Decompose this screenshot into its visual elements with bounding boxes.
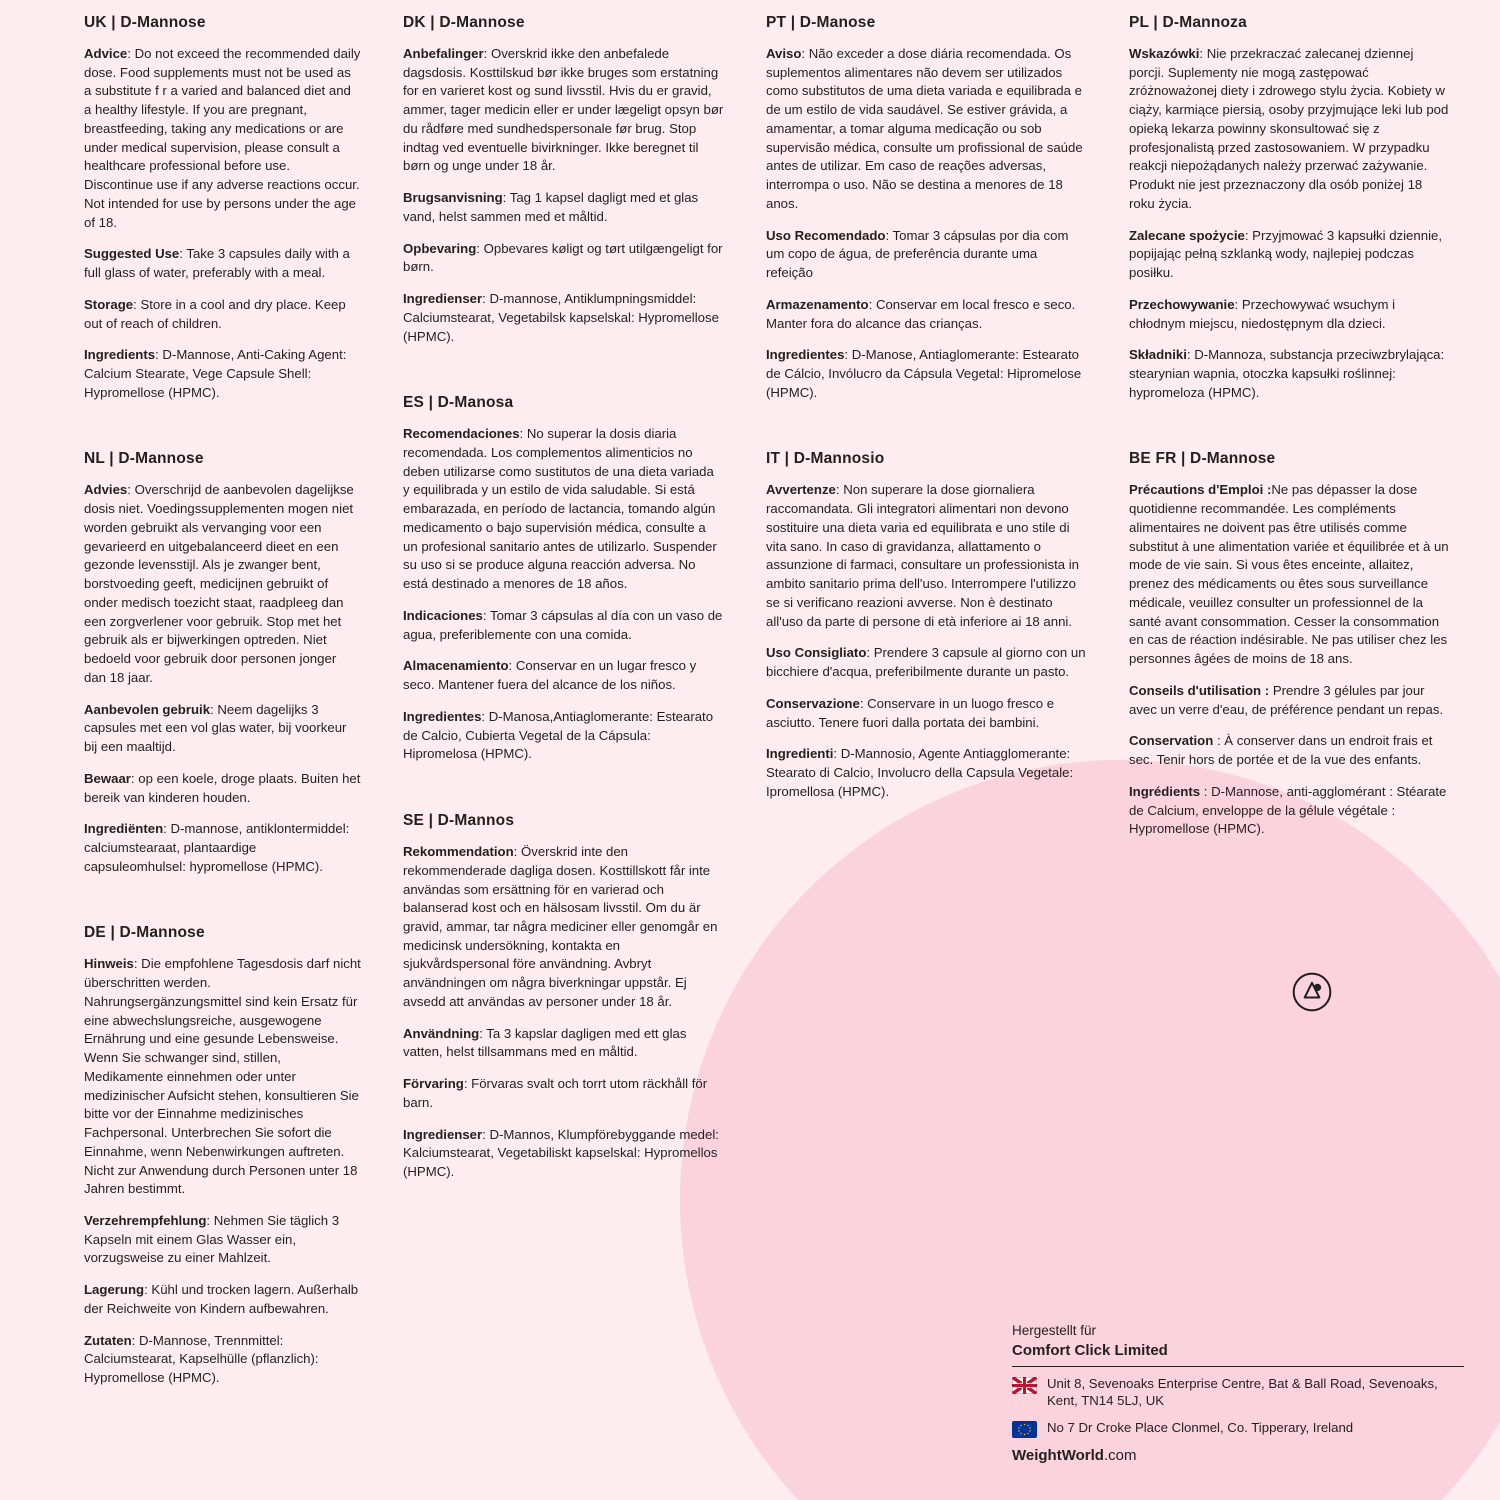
paragraph-text: D-Mannos, Klumpförebyggande medel: Kalciumstearat, Vegetabiliskt kapselskal: Hypromellos (HPMC). <box>403 1126 719 1180</box>
paragraph-label: Recomendaciones <box>403 426 520 442</box>
paragraph-sep: : <box>130 770 139 786</box>
paragraph-label: Składniki <box>1129 347 1187 363</box>
block-it <box>766 450 1087 801</box>
paragraph-sep: : <box>1244 227 1253 243</box>
paragraph-label: Wskazówki <box>1129 46 1200 61</box>
paragraph-label: Användning <box>403 1025 480 1041</box>
block-de <box>84 924 361 1387</box>
column-1 <box>24 14 387 1414</box>
paragraph-sep: : <box>206 1212 214 1228</box>
paragraph-label: Ingredienser <box>403 291 483 307</box>
block-title: NL | D-Mannose <box>84 450 204 468</box>
paragraph-text: D-Manosa,Antiaglomerante: Estearato de Calcio, Cubierta Vegetal de la Cápsula: Hipromelosa (HPMC). <box>403 708 714 762</box>
column-3 <box>750 14 1113 1414</box>
paragraph-label: Bewaar <box>84 770 131 786</box>
paragraph-text: Non superare la dose giornaliera raccomandata. Gli integratori alimentari non devono sostituire una dieta varia ed equilibrata e uno stile di vita sano. In caso di gravidanza, allattamento o assunzione di farmaci, consultare un professionista in ambito sanitario prima dell'uso. Interrompere l'utilizzo se si verificano reazioni avverse. Non è destinato all'uso da parte di persone di età inferiore ai 18 anni. <box>766 482 1080 629</box>
paragraph-sep: : <box>1200 783 1212 799</box>
paragraph-text: D-mannose, antiklontermiddel: calciumstearaat, plantaardige capsuleomhulsel: hypromellose (HPMC). <box>84 821 350 874</box>
paragraph <box>766 296 1087 333</box>
paragraph-text: Conservare in un luogo fresco e asciutto. Tenere fuori dalla portata dei bambini. <box>766 695 1055 730</box>
paragraph <box>1129 45 1450 214</box>
paragraph <box>84 346 361 402</box>
paragraph <box>766 745 1087 801</box>
paragraph <box>403 708 724 764</box>
paragraph-sep: : <box>483 46 491 61</box>
paragraph <box>403 843 724 1012</box>
paragraph-text: Przechowywać wsuchym i chłodnym miejscu, niedostępnym dla dzieci. <box>1129 296 1396 331</box>
paragraph-sep: : <box>868 296 876 312</box>
paragraph <box>84 481 361 687</box>
paragraph-sep: : <box>163 821 171 837</box>
block-es <box>403 394 724 764</box>
paragraph-text: Ta 3 kapslar dagligen med ett glas vatten, helst tillsammans med en måltid. <box>403 1025 687 1060</box>
paragraph-sep: : <box>127 482 135 498</box>
paragraph-sep: : <box>481 708 489 724</box>
made-for-label: Hergestellt für <box>1012 1323 1097 1339</box>
paragraph <box>84 820 361 876</box>
paragraph-text: Prendere 3 capsule al giorno con un bicchiere d'acqua, preferibilmente durante un pasto. <box>766 645 1086 680</box>
paragraph-text: D-Mannosio, Agente Antiagglomerante: Stearato di Calcio, Involucro della Capsula Vegetale: Ipromellosa (HPMC). <box>766 746 1074 799</box>
block-title: ES | D-Manosa <box>403 394 514 412</box>
paragraph-sep: : <box>1234 296 1242 312</box>
paragraph-sep: : <box>508 658 516 674</box>
paragraph-sep: : <box>844 347 852 363</box>
paragraph <box>1129 296 1450 333</box>
paragraph-sep: : <box>1199 46 1207 61</box>
manufacturer-company: Comfort Click Limited <box>1012 1341 1168 1359</box>
address-text: Unit 8, Sevenoaks Enterprise Centre, Bat & Ball Road, Sevenoaks, Kent, TN14 5LJ, UK <box>1047 1375 1438 1409</box>
paragraph-text: Tomar 3 cápsulas por dia com um copo de água, de preferência durante uma refeição <box>766 227 1069 281</box>
paragraph-label: Armazenamento <box>766 296 869 312</box>
paragraph-sep: : <box>801 46 809 61</box>
paragraph-text: D-Manose, Antiaglomerante: Estearato de Cálcio, Invólucro da Cápsula Vegetal: Hipromelose (HPMC). <box>766 347 1082 400</box>
paragraph-sep: : <box>1186 347 1195 363</box>
paragraph-label: Brugsanvisning <box>403 190 503 206</box>
paragraph-label: Opbevaring <box>403 240 477 256</box>
paragraph-label: Ingrediënten <box>84 821 164 837</box>
paragraph-label: Ingredienti <box>766 746 834 762</box>
paragraph <box>403 425 724 594</box>
paragraph <box>84 245 361 282</box>
paragraph-text: Opbevares køligt og tørt utilgængeligt for børn. <box>403 240 723 275</box>
paragraph-label: Uso Recomendado <box>766 227 886 243</box>
paragraph <box>403 189 724 226</box>
paragraph-label: Précautions d'Emploi : <box>1129 482 1272 498</box>
paragraph-label: Ingrédients <box>1129 783 1201 799</box>
paragraph <box>84 45 361 232</box>
paragraph-label: Förvaring <box>403 1076 464 1092</box>
paragraph-sep: : <box>133 296 141 312</box>
paragraph-label: Anbefalinger <box>403 46 484 61</box>
paragraph-label: Rekommendation <box>403 844 514 860</box>
block-pl <box>1129 14 1450 402</box>
paragraph-label: Ingredienser <box>403 1126 483 1142</box>
block-title: PT | D-Manose <box>766 14 876 31</box>
paragraph-sep: : <box>179 246 187 262</box>
paragraph-label: Conseils d'utilisation : <box>1129 682 1270 698</box>
paragraph-sep: : <box>482 291 490 307</box>
paragraph <box>403 45 724 176</box>
block-title: IT | D-Mannosio <box>766 450 885 468</box>
divider <box>1012 1366 1464 1367</box>
paragraph-text: D-Mannose, anti-agglomérant : Stéarate de Calcium, enveloppe de la gélule végétale : Hypromellose (HPMC). <box>1129 783 1447 837</box>
paragraph-label: Zalecane spożycie <box>1129 227 1245 243</box>
paragraph-sep: : <box>476 240 484 256</box>
paragraph-sep: : <box>513 844 521 860</box>
paragraph-label: Przechowywanie <box>1129 296 1235 312</box>
paragraph-text: D-Mannose, Trennmittel: Calciumstearat, Kapselhülle (pflanzlich): Hypromellose (HPMC). <box>84 1332 319 1386</box>
paragraph-text: Przyjmować 3 kapsułki dziennie, popijając pełną szklanką wody, najlepiej podczas posiłku. <box>1129 227 1442 281</box>
paragraph <box>766 644 1087 681</box>
paragraph-text: Neem dagelijks 3 capsules met een vol glas water, bij voorkeur bij een maaltijd. <box>84 701 347 755</box>
paragraph-sep: : <box>463 1076 472 1092</box>
paragraph-label: Lagerung <box>84 1282 145 1298</box>
paragraph <box>766 481 1087 631</box>
block-be-fr <box>1129 450 1450 838</box>
paragraph-text: Ne pas dépasser la dose quotidienne recommandée. Les compléments alimentaires ne doivent pas être utilisés comme substitut à une alimentation variée et équilibrée et à un mode de vie sain. Si vous êtes enceinte, allaitez, prenez des médicaments ou êtes sous surveillance médicale, veuillez consulter un professionnel de la santé avant consommation. Cesser la consommation en cas de réaction indésirable. Ne pas utiliser chez les personnes âgées de moins de 18 ans. <box>1129 482 1449 667</box>
paragraph-sep: : <box>519 426 527 442</box>
paragraph-text: Tomar 3 cápsulas al día con un vaso de agua, preferiblemente con una comida. <box>403 607 723 642</box>
paragraph-sep: : <box>866 645 874 661</box>
brand-name-bold: WeightWorld <box>1012 1447 1104 1464</box>
block-uk <box>84 14 361 402</box>
address-row-uk <box>1012 1375 1464 1410</box>
paragraph-text: Prendre 3 gélules par jour avec un verre d'eau, de préférence pendant un repas. <box>1129 682 1444 717</box>
paragraph-text: Conservar em local fresco e seco. Manter fora do alcance das crianças. <box>766 296 1076 331</box>
paragraph-text: Conservar en un lugar fresco y seco. Mantener fuera del alcance de los niños. <box>403 658 697 693</box>
paragraph-text: Take 3 capsules daily with a full glass of water, preferably with a meal. <box>84 246 350 281</box>
paragraph <box>1129 732 1450 769</box>
paragraph-text: Overschrijd de aanbevolen dagelijkse dosis niet. Voedingssupplementen mogen niet worden gebruikt als vervanging voor een gevarieerd en uitgebalanceerd dieet en een gezonde levensstijl. Als je zwanger bent, borstvoeding geeft, medicijnen gebruikt of onder medisch toezicht staat, raadpleeg dan een zorgverlener voor gebruik. Stop met het gebruik als er bijwerkingen optreden. Niet bedoeld voor gebruik door personen jonger dan 18 jaar. <box>84 482 354 685</box>
paragraph-label: Avvertenze <box>766 482 836 498</box>
paragraph <box>403 1126 724 1182</box>
paragraph <box>1129 783 1450 839</box>
paragraph-text: À conserver dans un endroit frais et sec. Tenir hors de portée et de la vue des enfants. <box>1129 733 1433 768</box>
paragraph <box>403 240 724 277</box>
block-title: SE | D-Mannos <box>403 812 515 830</box>
paragraph <box>84 770 361 807</box>
paragraph <box>403 290 724 346</box>
paragraph-label: Conservation <box>1129 733 1214 749</box>
paragraph-label: Storage <box>84 296 134 312</box>
paragraph-label: Zutaten <box>84 1332 132 1348</box>
paragraph-sep: : <box>133 956 142 972</box>
paragraph-label: Ingredients <box>84 347 156 363</box>
paragraph-sep: : <box>131 1332 139 1348</box>
paragraph <box>403 1075 724 1112</box>
paragraph-sep: : <box>144 1282 152 1298</box>
paragraph-sep: : <box>479 1025 487 1041</box>
paragraph-text: D-Mannoza, substancja przeciwzbrylająca: stearynian wapnia, otoczka kapsułki roślinnej: hypromeloza (HPMC). <box>1129 347 1445 400</box>
paragraph-text: Não exceder a dose diária recomendada. Os suplementos alimentares não devem ser utilizados como substitutos de uma dieta variada e equilibrada e de um estilo de vida saudável. Se estiver grávida, a amamentar, a tomar alguma medicação ou sob supervisão médica, consulte um profissional de saúde antes de utilizar. Em caso de reações adversas, interrompa o uso. Não se destina a menores de 18 anos. <box>766 46 1083 211</box>
brand-name <box>1012 1447 1464 1464</box>
paragraph <box>1129 346 1450 402</box>
paragraph-label: Hinweis <box>84 956 134 972</box>
paragraph-text: No superar la dosis diaria recomendada. Los complementos alimenticios no deben utilizarse como sustitutos de una dieta variada y equilibrada y un estilo de vida saludable. Si está embarazada, en período de lactancia, tomando algún medicamento o bajo supervisión médica, consulte a un profesional sanitario antes de utilizarlo. Suspender su uso si se produce alguna reacción adversa. No está destinado a menores de 18 años. <box>403 426 717 592</box>
paragraph-text: op een koele, droge plaats. Buiten het bereik van kinderen houden. <box>84 770 361 805</box>
block-title: PL | D-Mannoza <box>1129 14 1247 31</box>
paragraph-label: Ingredientes <box>403 708 482 724</box>
paragraph-sep: : <box>210 701 218 717</box>
paragraph <box>766 227 1087 283</box>
block-title: DK | D-Mannose <box>403 14 525 31</box>
paragraph-text: Förvaras svalt och torrt utom räckhåll för barn. <box>403 1076 708 1110</box>
paragraph-label: Aanbevolen gebruik <box>84 701 211 717</box>
paragraph-sep: : <box>502 190 510 206</box>
paragraph <box>766 695 1087 732</box>
paragraph <box>1129 682 1450 719</box>
paragraph-label: Advies <box>84 482 128 498</box>
paragraph-label: Verzehrempfehlung <box>84 1212 207 1228</box>
paragraph-sep: : <box>835 482 844 498</box>
block-nl <box>84 450 361 876</box>
paragraph <box>84 701 361 757</box>
paragraph <box>403 607 724 644</box>
paragraph <box>766 45 1087 214</box>
paragraph-sep: : <box>482 1126 490 1142</box>
paragraph-label: Conservazione <box>766 695 860 711</box>
paragraph-sep: : <box>127 46 135 61</box>
block-title: DE | D-Mannose <box>84 924 205 942</box>
block-dk <box>403 14 724 346</box>
paragraph-label: Almacenamiento <box>403 658 509 674</box>
paragraph <box>403 657 724 694</box>
block-title: BE FR | D-Mannose <box>1129 450 1276 468</box>
paragraph-sep: : <box>1213 733 1225 749</box>
paragraph-text: Nie przekraczać zalecanej dziennej porcji. Suplementy nie mogą zastępować zróżnoważonej diety i zdrowego stylu życia. Kobiety w ciąży, karmiące piersią, osoby przyjmujące leki lub pod opieką lekarza powinny skonsultować się z profesjonalistą przed zastosowaniem. W przypadku reakcji niepożądanych należy przerwać zażywanie. Produkt nie jest przeznaczony dla osób poniżej 18 roku życia. <box>1129 46 1449 211</box>
paragraph-sep: : <box>833 746 841 762</box>
block-title: UK | D-Mannose <box>84 14 206 31</box>
paragraph <box>84 1212 361 1268</box>
paragraph-sep: : <box>859 695 868 711</box>
column-4 <box>1113 14 1476 1414</box>
paragraph-label: Ingredientes <box>766 347 845 363</box>
paragraph-sep: : <box>885 227 893 243</box>
paragraph-text: Die empfohlene Tagesdosis darf nicht überschritten werden. Nahrungsergänzungsmittel sind kein Ersatz für eine abwechslungsreiche, ausgewogene Ernährung und eine gesunde Lebensweise. Wenn Sie schwanger sind, stillen, Medikamente einnehmen oder unter medizinischer Aufsicht stehen, konsultieren Sie bitte vor der Einnahme medizinisches Fachpersonal. Unterbrechen Sie sofort die Einnahme, wenn Nebenwirkungen auftreten. Nicht zur Anwendung durch Personen unter 18 Jahren bestimmt. <box>84 956 361 1197</box>
eu-flag-icon <box>1012 1421 1037 1438</box>
paragraph-text: Nehmen Sie täglich 3 Kapseln mit einem Glas Wasser ein, vorzugsweise zu einer Mahlzeit. <box>84 1212 340 1266</box>
paragraph-sep: : <box>155 347 163 363</box>
paragraph <box>84 1281 361 1318</box>
paragraph <box>1129 481 1450 668</box>
paragraph-text: Overskrid ikke den anbefalede dagsdosis. Kosttilskud bør ikke bruges som erstatning for en varieret kost og sund livsstil. Hvis du er gravid, ammer, tager medicin eller er under lægeligt opsyn bør du rådføre med sundhedspersonale før brug. Stop indtag ved eventuelle bivirkninger. Ikke beregnet til børn og unge under 18 år. <box>403 46 724 174</box>
paragraph-text: Överskrid inte den rekommenderade dagliga dosen. Kosttillskott får inte användas som ersättning för en varierad och balanserad kost och en hälsosam livsstil. Om du är gravid, ammar, tar några mediciner eller genomgår en medicinsk undersökning, kontakta en sjukvårdspersonal före användning. Avbryt användningen om några biverkningar uppstår. Ej avsedd att användas av personer under 18 år. <box>403 844 718 1009</box>
paragraph <box>403 1025 724 1062</box>
paragraph-text: Kühl und trocken lagern. Außerhalb der Reichweite von Kindern aufbewahren. <box>84 1282 359 1316</box>
block-se <box>403 812 724 1182</box>
paragraph-label: Suggested Use <box>84 246 180 262</box>
paragraph-label: Aviso <box>766 46 802 61</box>
column-2 <box>387 14 750 1414</box>
paragraph-label: Indicaciones <box>403 607 483 623</box>
paragraph <box>84 1332 361 1388</box>
brand-mark-icon <box>1290 970 1334 1014</box>
paragraph-text: Tag 1 kapsel dagligt med et glas vand, helst sammen med et måltid. <box>403 190 699 224</box>
paragraph <box>84 955 361 1199</box>
uk-flag-icon <box>1012 1377 1037 1394</box>
paragraph <box>1129 227 1450 283</box>
paragraph-text: D-Mannose, Anti-Caking Agent: Calcium Stearate, Vege Capsule Shell: Hypromellose (HPMC). <box>84 347 347 400</box>
paragraph-label: Advice <box>84 46 128 61</box>
paragraph <box>84 296 361 333</box>
paragraph-text: D-mannose, Antiklumpningsmiddel: Calciumstearat, Vegetabilsk kapselskal: Hypromellose (HPMC). <box>403 291 719 344</box>
paragraph-sep: : <box>482 607 490 623</box>
paragraph-text: Store in a cool and dry place. Keep out of reach of children. <box>84 296 346 331</box>
paragraph-label: Uso Consigliato <box>766 645 867 661</box>
brand-name-suffix: .com <box>1103 1447 1137 1464</box>
paragraph <box>766 346 1087 402</box>
address-row-ie <box>1012 1419 1464 1438</box>
paragraph-text: Do not exceed the recommended daily dose. Food supplements must not be used as a substitute f r a varied and balanced diet and a healthy lifestyle. If you are pregnant, breastfeeding, taking any medications or are under medical supervision, please consult a healthcare professional before use. Discontinue use if any adverse reactions occur. Not intended for use by persons under the age of 18. <box>84 46 361 230</box>
manufacturer-block <box>1012 1322 1464 1464</box>
address-text: No 7 Dr Croke Place Clonmel, Co. Tipperary, Ireland <box>1047 1420 1354 1435</box>
block-pt <box>766 14 1087 402</box>
